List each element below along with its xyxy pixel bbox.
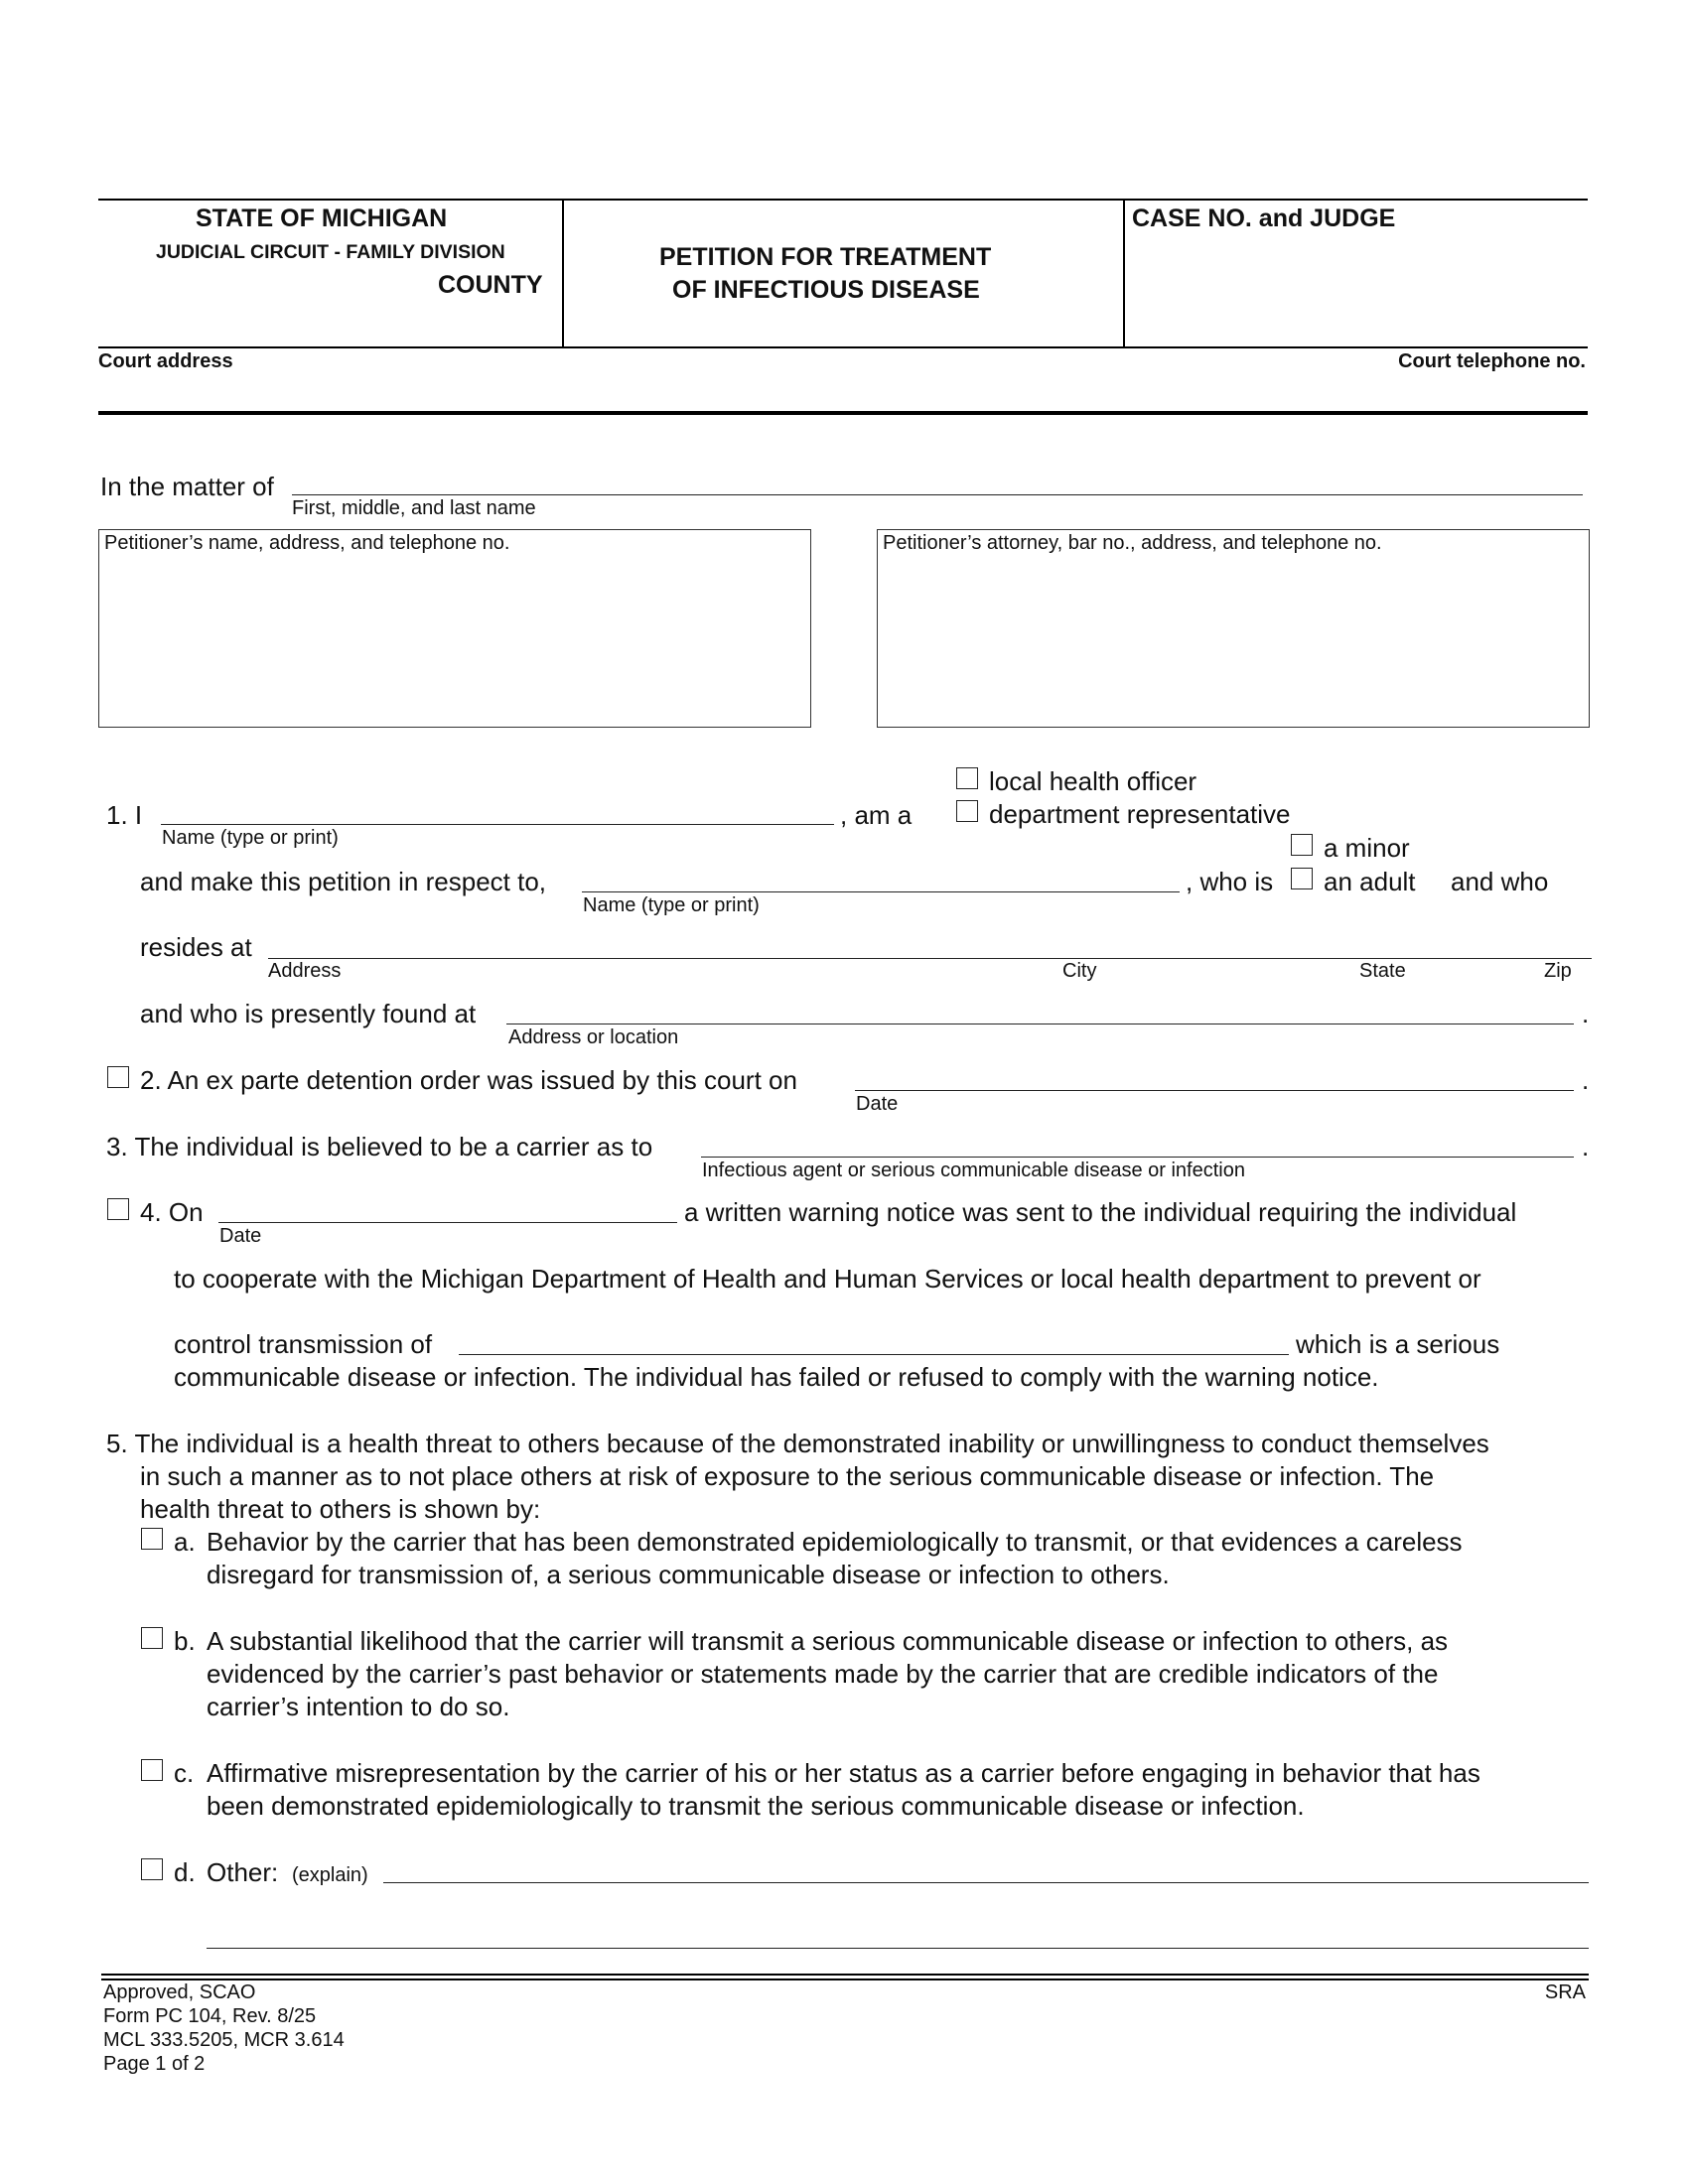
found-period: . [1582, 999, 1590, 1028]
form-title-line1: PETITION FOR TREATMENT [659, 243, 992, 271]
item4-line3-start: control transmission of [174, 1329, 433, 1359]
item5d-checkbox[interactable] [141, 1858, 163, 1880]
ex-parte-checkbox[interactable] [107, 1066, 129, 1088]
item4-line3-end: which is a serious [1296, 1329, 1500, 1359]
adult-label: an adult [1324, 867, 1416, 896]
item5b-checkbox[interactable] [141, 1627, 163, 1649]
department-representative-label: department representative [989, 799, 1291, 829]
item4-line4: communicable disease or infection. The individual has failed or refused to comply with the warning notice. [174, 1362, 1379, 1392]
item4-line2: to cooperate with the Michigan Department of Health and Human Services or local health department to prevent or [174, 1264, 1481, 1294]
header-divider-right [1123, 199, 1125, 347]
petitioner-box-label: Petitioner’s name, address, and telephone no. [104, 532, 510, 554]
item2-text: 2. An ex parte detention order was issued by this court on [140, 1065, 797, 1095]
item5c-line1: Affirmative misrepresentation by the carrier of his or her status as a carrier before engaging in behavior that has [207, 1758, 1480, 1788]
residence-address-field[interactable] [268, 958, 1592, 959]
minor-label: a minor [1324, 833, 1410, 863]
item5b-line1: A substantial likelihood that the carrier will transmit a serious communicable disease or infection to others, as [207, 1626, 1449, 1656]
infectious-agent-field[interactable] [701, 1157, 1574, 1158]
detention-date-caption: Date [856, 1093, 899, 1115]
county-label: COUNTY [438, 271, 543, 299]
local-health-officer-checkbox[interactable] [956, 767, 978, 789]
item5-line3: health threat to others is shown by: [140, 1494, 541, 1524]
item5b-line2: evidenced by the carrier’s past behavior or statements made by the carrier that are credible indicators of the [207, 1659, 1439, 1689]
footer-sra: SRA [1544, 1981, 1586, 2003]
item1-number: 1. I [106, 800, 143, 830]
court-address-label: Court address [98, 350, 233, 372]
item5a-line1: Behavior by the carrier that has been demonstrated epidemiologically to transmit, or that evidences a careless [207, 1527, 1463, 1557]
address-caption: Address [268, 960, 342, 982]
department-representative-checkbox[interactable] [956, 800, 978, 822]
warning-date-caption: Date [219, 1225, 262, 1247]
city-caption: City [1062, 960, 1097, 982]
am-a-text: , am a [840, 800, 913, 830]
warning-date-field[interactable] [218, 1222, 677, 1223]
footer-mcl: MCL 333.5205, MCR 3.614 [103, 2029, 345, 2051]
item5a-checkbox[interactable] [141, 1528, 163, 1550]
footer-form: Form PC 104, Rev. 8/25 [103, 2005, 317, 2027]
found-label: and who is presently found at [140, 999, 477, 1028]
petitioner-box[interactable] [98, 529, 811, 728]
resides-label: resides at [140, 932, 252, 962]
form-title-line2: OF INFECTIOUS DISEASE [672, 276, 980, 304]
item5-line2: in such a manner as to not place others at risk of exposure to the serious communicable disease or infection. The [140, 1461, 1435, 1491]
item5c-label: c. [174, 1758, 195, 1788]
state-of-michigan: STATE OF MICHIGAN [196, 205, 448, 232]
petitioner-name-caption: Name (type or print) [162, 827, 339, 849]
detention-date-field[interactable] [855, 1090, 1574, 1091]
header-bottom-rule [98, 346, 1588, 348]
local-health-officer-label: local health officer [989, 766, 1197, 796]
item5d-label: d. [174, 1857, 196, 1887]
other-explain-field[interactable] [383, 1882, 1589, 1883]
item5d-other: Other: [207, 1857, 279, 1887]
matter-name-field[interactable] [292, 494, 1583, 495]
item5a-label: a. [174, 1527, 196, 1557]
minor-checkbox[interactable] [1291, 834, 1313, 856]
item5-line1: 5. The individual is a health threat to others because of the demonstrated inability or unwillingness to conduct themselves [106, 1429, 1489, 1458]
item5c-checkbox[interactable] [141, 1759, 163, 1781]
item2-period: . [1582, 1065, 1590, 1095]
item3-period: . [1582, 1132, 1590, 1161]
header-divider-left [562, 199, 564, 347]
item5a-line2: disregard for transmission of, a serious communicable disease or infection to others. [207, 1560, 1170, 1589]
item4-line1-rest: a written warning notice was sent to the individual requiring the individual [684, 1197, 1517, 1227]
found-caption: Address or location [508, 1026, 679, 1048]
matter-label: In the matter of [100, 472, 274, 501]
adult-checkbox[interactable] [1291, 868, 1313, 889]
item5b-label: b. [174, 1626, 196, 1656]
matter-caption: First, middle, and last name [292, 497, 536, 519]
respect-label: and make this petition in respect to, [140, 867, 547, 896]
footer-approved: Approved, SCAO [103, 1981, 256, 2003]
zip-caption: Zip [1544, 960, 1572, 982]
footer-page: Page 1 of 2 [103, 2053, 206, 2075]
item5b-line3: carrier’s intention to do so. [207, 1692, 510, 1721]
footer-rule-bottom [101, 1979, 1589, 1980]
disease-transmission-field[interactable] [459, 1354, 1289, 1355]
other-explain-field-2[interactable] [207, 1948, 1589, 1949]
who-is-text: , who is [1186, 867, 1274, 896]
infectious-agent-caption: Infectious agent or serious communicable disease or infection [702, 1160, 1245, 1181]
court-address-field[interactable] [98, 375, 1588, 409]
header-top-rule [98, 199, 1588, 201]
item4-on: 4. On [140, 1197, 204, 1227]
footer-rule-top [101, 1974, 1589, 1976]
case-no-judge: CASE NO. and JUDGE [1132, 205, 1396, 232]
court-address-rule [98, 411, 1588, 415]
item3-text: 3. The individual is believed to be a carrier as to [106, 1132, 653, 1161]
item5d-explain: (explain) [292, 1864, 368, 1886]
respondent-name-field[interactable] [582, 891, 1180, 892]
and-who-text: and who [1451, 867, 1549, 896]
state-caption: State [1359, 960, 1406, 982]
court-telephone-label: Court telephone no. [1398, 350, 1586, 372]
attorney-box-label: Petitioner’s attorney, bar no., address, and telephone no. [883, 532, 1382, 554]
judicial-circuit: JUDICIAL CIRCUIT - FAMILY DIVISION [156, 241, 505, 263]
attorney-box[interactable] [877, 529, 1590, 728]
item5c-line2: been demonstrated epidemiologically to transmit the serious communicable disease or infection. [207, 1791, 1305, 1821]
respondent-name-caption: Name (type or print) [583, 894, 760, 916]
petitioner-name-field[interactable] [161, 824, 834, 825]
warning-notice-checkbox[interactable] [107, 1198, 129, 1220]
